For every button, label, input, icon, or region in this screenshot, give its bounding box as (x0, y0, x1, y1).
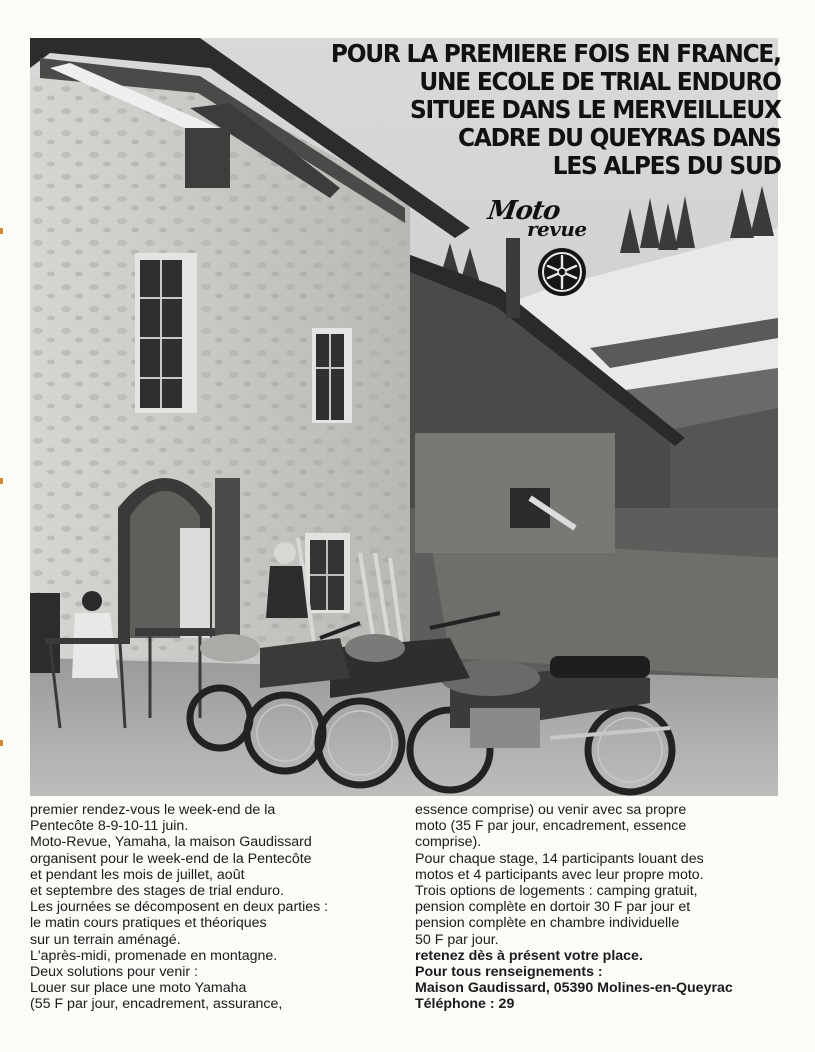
info-heading: Pour tous renseignements : (415, 964, 603, 981)
text-line: et septembre des stages de trial enduro. (30, 883, 284, 900)
headline-line: LES ALPES DU SUD (553, 151, 781, 180)
moto-revue-logo-revue: revue (527, 217, 587, 241)
text-line: Pour chaque stage, 14 participants louant des (415, 850, 704, 867)
text-line: moto (35 F par jour, encadrement, essence (415, 818, 687, 835)
text-line: le matin cours pratiques et théoriques (30, 915, 267, 932)
body-text-right-column (415, 802, 785, 1013)
headline-line: POUR LA PREMIERE FOIS EN FRANCE, (331, 39, 781, 68)
text-line: comprise). (415, 834, 482, 851)
edge-mark (0, 228, 3, 234)
contact-phone: Téléphone : 29 (415, 996, 515, 1013)
text-line: Pentecôte 8-9-10-11 juin. (30, 818, 189, 835)
text-line: essence comprise) ou venir avec sa propre (415, 802, 687, 818)
moto-revue-logo-moto: Moto (485, 196, 562, 226)
text-line: et pendant les mois de juillet, août (30, 866, 245, 883)
headline-line: CADRE DU QUEYRAS DANS (458, 123, 781, 152)
text-line: Louer sur place une moto Yamaha (30, 980, 247, 997)
body-text-left-column (30, 802, 412, 1013)
edge-mark (0, 478, 3, 484)
text-line: motos et 4 participants avec leur propre moto. (415, 866, 704, 883)
headline-line: SITUEE DANS LE MERVEILLEUX (410, 95, 781, 124)
text-line: (55 F par jour, encadrement, assurance, (30, 996, 283, 1013)
edge-mark (0, 740, 3, 746)
text-line: sur un terrain aménagé. (30, 931, 181, 948)
headline-line: UNE ECOLE DE TRIAL ENDURO (419, 67, 781, 96)
text-line: 50 F par jour. (415, 931, 499, 948)
yamaha-tuning-fork-icon (537, 247, 587, 297)
contact-address: Maison Gaudissard, 05390 Molines-en-Queyrac (415, 980, 733, 997)
text-line: premier rendez-vous le week-end de la (30, 802, 276, 818)
call-to-action: retenez dès à présent votre place. (415, 947, 643, 964)
text-line: pension complète en chambre individuelle (415, 915, 680, 932)
text-line: L'après-midi, promenade en montagne. (30, 947, 278, 964)
text-line: pension complète en dortoir 30 F par jour et (415, 899, 691, 916)
text-line: organisent pour le week-end de la Pentecôte (30, 850, 312, 867)
headline (331, 40, 781, 180)
text-line: Trois options de logements : camping gratuit, (415, 883, 698, 900)
text-line: Les journées se décomposent en deux parties : (30, 899, 329, 916)
text-line: Deux solutions pour venir : (30, 964, 198, 981)
text-line: Moto-Revue, Yamaha, la maison Gaudissard (30, 834, 312, 851)
